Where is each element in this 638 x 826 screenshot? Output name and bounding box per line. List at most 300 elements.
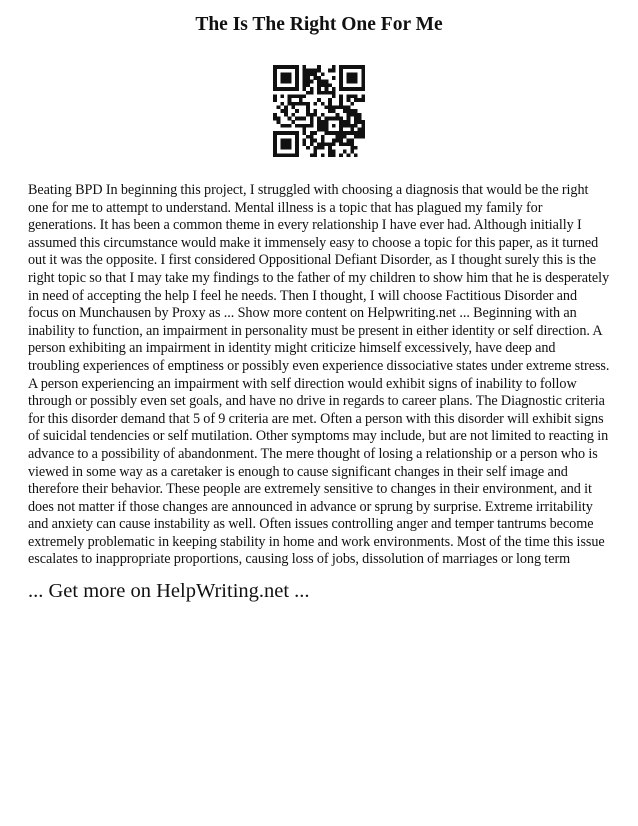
qr-module bbox=[347, 76, 351, 80]
qr-module bbox=[299, 124, 303, 128]
qr-module bbox=[361, 72, 365, 76]
qr-module bbox=[358, 113, 362, 117]
qr-module bbox=[339, 139, 343, 143]
qr-module bbox=[350, 139, 354, 143]
qr-module bbox=[317, 124, 321, 128]
qr-module bbox=[325, 117, 329, 121]
qr-module bbox=[321, 113, 325, 117]
qr-module bbox=[284, 80, 288, 84]
qr-module bbox=[288, 80, 292, 84]
qr-module bbox=[273, 135, 277, 139]
qr-module bbox=[325, 80, 329, 84]
qr-module bbox=[332, 69, 336, 73]
qr-module bbox=[280, 153, 284, 157]
qr-module bbox=[339, 69, 343, 73]
qr-module bbox=[288, 124, 292, 128]
qr-module bbox=[321, 153, 325, 157]
qr-module bbox=[350, 109, 354, 113]
qr-module bbox=[306, 83, 310, 87]
qr-module bbox=[291, 131, 295, 135]
qr-module bbox=[332, 117, 336, 121]
qr-module bbox=[336, 117, 340, 121]
qr-module bbox=[347, 98, 351, 102]
qr-module bbox=[332, 94, 336, 98]
qr-module bbox=[328, 98, 332, 102]
qr-module bbox=[339, 87, 343, 91]
qr-module bbox=[295, 153, 299, 157]
qr-module bbox=[288, 72, 292, 76]
qr-module bbox=[332, 91, 336, 95]
qr-module bbox=[310, 135, 314, 139]
qr-module bbox=[361, 69, 365, 73]
qr-module bbox=[288, 117, 292, 121]
qr-module bbox=[284, 76, 288, 80]
qr-module bbox=[350, 113, 354, 117]
qr-module bbox=[280, 146, 284, 150]
qr-module bbox=[310, 120, 314, 124]
qr-module bbox=[302, 69, 306, 73]
qr-module bbox=[310, 69, 314, 73]
qr-module bbox=[354, 76, 358, 80]
qr-module bbox=[321, 83, 325, 87]
qr-module bbox=[361, 128, 365, 132]
qr-module bbox=[339, 105, 343, 109]
qr-module bbox=[354, 153, 358, 157]
qr-module bbox=[325, 83, 329, 87]
qr-module bbox=[295, 117, 299, 121]
qr-module bbox=[361, 87, 365, 91]
qr-module bbox=[361, 98, 365, 102]
qr-module bbox=[280, 72, 284, 76]
qr-module bbox=[273, 117, 277, 121]
qr-module bbox=[328, 105, 332, 109]
qr-module bbox=[350, 142, 354, 146]
qr-module bbox=[284, 153, 288, 157]
qr-module bbox=[354, 87, 358, 91]
qr-module bbox=[321, 91, 325, 95]
qr-module bbox=[321, 128, 325, 132]
qr-module bbox=[350, 131, 354, 135]
qr-module bbox=[291, 105, 295, 109]
qr-module bbox=[284, 105, 288, 109]
qr-module bbox=[354, 72, 358, 76]
qr-module bbox=[336, 139, 340, 143]
qr-module bbox=[339, 124, 343, 128]
qr-module bbox=[317, 65, 321, 69]
qr-module bbox=[347, 105, 351, 109]
qr-module bbox=[332, 150, 336, 154]
qr-module bbox=[325, 128, 329, 132]
qr-module bbox=[332, 131, 336, 135]
qr-module bbox=[291, 65, 295, 69]
qr-module bbox=[354, 109, 358, 113]
qr-module bbox=[280, 65, 284, 69]
qr-module bbox=[354, 80, 358, 84]
qr-module bbox=[339, 76, 343, 80]
qr-module bbox=[332, 142, 336, 146]
qr-module bbox=[339, 102, 343, 106]
get-more-link[interactable]: ... Get more on HelpWriting.net ... bbox=[28, 580, 310, 602]
qr-module bbox=[347, 131, 351, 135]
qr-module bbox=[350, 72, 354, 76]
qr-module bbox=[313, 153, 317, 157]
qr-module bbox=[317, 98, 321, 102]
qr-module bbox=[317, 146, 321, 150]
qr-module bbox=[306, 91, 310, 95]
qr-module bbox=[306, 72, 310, 76]
qr-module bbox=[288, 65, 292, 69]
qr-module bbox=[343, 65, 347, 69]
qr-module bbox=[310, 142, 314, 146]
qr-module bbox=[354, 65, 358, 69]
qr-module bbox=[284, 87, 288, 91]
qr-module bbox=[343, 150, 347, 154]
qr-module bbox=[339, 80, 343, 84]
qr-module bbox=[343, 142, 347, 146]
qr-module bbox=[354, 113, 358, 117]
qr-module bbox=[347, 80, 351, 84]
qr-module bbox=[295, 102, 299, 106]
qr-module bbox=[325, 120, 329, 124]
qr-module bbox=[273, 113, 277, 117]
qr-module bbox=[295, 80, 299, 84]
qr-module bbox=[336, 105, 340, 109]
qr-module bbox=[295, 142, 299, 146]
qr-module bbox=[277, 105, 281, 109]
qr-module bbox=[347, 87, 351, 91]
qr-module bbox=[302, 124, 306, 128]
qr-module bbox=[295, 131, 299, 135]
qr-module bbox=[354, 124, 358, 128]
qr-module bbox=[310, 87, 314, 91]
qr-module bbox=[354, 98, 358, 102]
qr-module bbox=[339, 131, 343, 135]
qr-module bbox=[302, 87, 306, 91]
qr-module bbox=[347, 65, 351, 69]
qr-module bbox=[295, 83, 299, 87]
qr-module bbox=[358, 131, 362, 135]
qr-module bbox=[313, 72, 317, 76]
qr-module bbox=[347, 94, 351, 98]
qr-module bbox=[288, 87, 292, 91]
qr-module bbox=[339, 135, 343, 139]
qr-module bbox=[313, 139, 317, 143]
qr-module bbox=[321, 102, 325, 106]
qr-module bbox=[358, 117, 362, 121]
qr-module bbox=[291, 102, 295, 106]
qr-module bbox=[280, 109, 284, 113]
qr-module bbox=[273, 76, 277, 80]
qr-module bbox=[273, 146, 277, 150]
page-title: The Is The Right One For Me bbox=[195, 14, 443, 35]
qr-module bbox=[299, 98, 303, 102]
qr-module bbox=[354, 131, 358, 135]
qr-module bbox=[284, 109, 288, 113]
qr-module bbox=[302, 102, 306, 106]
qr-module bbox=[343, 135, 347, 139]
qr-module bbox=[317, 117, 321, 121]
qr-module bbox=[328, 69, 332, 73]
qr-module bbox=[302, 76, 306, 80]
qr-module bbox=[295, 72, 299, 76]
qr-module bbox=[350, 150, 354, 154]
qr-module bbox=[347, 153, 351, 157]
qr-module bbox=[310, 131, 314, 135]
qr-module bbox=[358, 98, 362, 102]
qr-module bbox=[291, 113, 295, 117]
qr-module bbox=[288, 102, 292, 106]
qr-module bbox=[280, 102, 284, 106]
qr-module bbox=[295, 150, 299, 154]
qr-module bbox=[350, 80, 354, 84]
body-paragraph: Beating BPD In beginning this project, I struggled with choosing a diagnosis that would be the right one for me to attempt to understand. Mental illness is a topic that has plagued my family for generations. It has been a common theme in every relationship I have ever had. Although initially I assumed this circumstance would make it immensely easy to choose a topic for this paper, as it turned out it was the opposite. I first considered Oppositional Defiant Disorder, as I thought surely this is the right topic so that I may take my findings to the father of my children to show him that he is desperately in need of accepting the help I feel he needs. Then I thought, I will choose Factitious Disorder and focus on Munchausen by Proxy as ... Show more content on Helpwriting.net ... Beginning with an inability to function, an impairment in personality must be present in either identity or self direction. A person exhibiting an impairment in identity might criticize himself excessively, have deep and troubling experiences of emptiness or possibly even experience dissociative states under extreme stress. A person experiencing an impairment with self direction would exhibit signs of inability to follow through or possibly even set goals, and have no drive in regards to career plans. The Diagnostic criteria for this disorder demand that 5 of 9 criteria are met. Often a person with this disorder will exhibit signs of suicidal tendencies or self mutilation. Other symptoms may include, but are not limited to reacting in advance to a possibility of abandonment. The mere thought of losing a relationship or a person who is viewed in some way as a caretaker is enough to cause significant changes in their self image and therefore their behavior. These people are extremely sensitive to changes in their environment, and it does not matter if those changes are announced in advance or sprung by surprise. Extreme irritability and anxiety can cause instability as well. Often issues controlling anger and temper tantrums become extremely problematic in keeping stability in home and work environments. Most of the time this issue escalates to inappropriate proportions, causing loss of jobs, dissolution of marriages or long term bbox=[28, 182, 610, 568]
qr-module bbox=[306, 69, 310, 73]
qr-module bbox=[306, 80, 310, 84]
qr-module bbox=[328, 131, 332, 135]
qr-module bbox=[325, 131, 329, 135]
qr-module bbox=[284, 72, 288, 76]
qr-module bbox=[291, 94, 295, 98]
qr-module bbox=[306, 135, 310, 139]
qr-module bbox=[325, 91, 329, 95]
qr-module bbox=[302, 80, 306, 84]
qr-module bbox=[321, 120, 325, 124]
qr-module bbox=[350, 87, 354, 91]
qr-module bbox=[328, 102, 332, 106]
qr-module bbox=[284, 142, 288, 146]
qr-module bbox=[343, 105, 347, 109]
qr-module bbox=[302, 142, 306, 146]
qr-module bbox=[332, 87, 336, 91]
qr-code-icon bbox=[273, 65, 365, 157]
qr-module bbox=[299, 102, 303, 106]
qr-module bbox=[291, 120, 295, 124]
qr-module bbox=[295, 139, 299, 143]
qr-module bbox=[288, 146, 292, 150]
qr-module bbox=[277, 87, 281, 91]
qr-module bbox=[361, 94, 365, 98]
qr-module bbox=[336, 131, 340, 135]
qr-module bbox=[339, 120, 343, 124]
qr-module bbox=[339, 72, 343, 76]
qr-module bbox=[354, 135, 358, 139]
qr-module bbox=[280, 80, 284, 84]
qr-module bbox=[284, 124, 288, 128]
qr-module bbox=[336, 135, 340, 139]
qr-module bbox=[302, 72, 306, 76]
qr-module bbox=[317, 128, 321, 132]
qr-module bbox=[361, 131, 365, 135]
qr-module bbox=[317, 142, 321, 146]
qr-module bbox=[306, 102, 310, 106]
qr-module bbox=[313, 113, 317, 117]
qr-module bbox=[339, 117, 343, 121]
qr-module bbox=[295, 135, 299, 139]
qr-module bbox=[288, 131, 292, 135]
qr-module bbox=[295, 76, 299, 80]
qr-module bbox=[306, 105, 310, 109]
qr-module bbox=[336, 113, 340, 117]
qr-module bbox=[339, 98, 343, 102]
qr-module bbox=[273, 142, 277, 146]
qr-module bbox=[339, 128, 343, 132]
qr-module bbox=[361, 83, 365, 87]
qr-module bbox=[350, 146, 354, 150]
qr-module bbox=[347, 72, 351, 76]
qr-module bbox=[347, 113, 351, 117]
qr-module bbox=[295, 94, 299, 98]
qr-module bbox=[328, 83, 332, 87]
qr-module bbox=[288, 139, 292, 143]
qr-module bbox=[358, 128, 362, 132]
qr-module bbox=[332, 153, 336, 157]
qr-module bbox=[332, 109, 336, 113]
qr-module bbox=[321, 135, 325, 139]
qr-module bbox=[343, 87, 347, 91]
qr-module bbox=[350, 65, 354, 69]
qr-module bbox=[361, 120, 365, 124]
qr-module bbox=[325, 124, 329, 128]
qr-module bbox=[361, 65, 365, 69]
qr-module bbox=[317, 87, 321, 91]
qr-module bbox=[302, 128, 306, 132]
qr-module bbox=[302, 139, 306, 143]
qr-module bbox=[310, 113, 314, 117]
qr-module bbox=[273, 80, 277, 84]
qr-module bbox=[277, 65, 281, 69]
qr-module bbox=[347, 120, 351, 124]
qr-module bbox=[347, 109, 351, 113]
qr-module bbox=[288, 153, 292, 157]
qr-module bbox=[361, 76, 365, 80]
qr-module bbox=[310, 80, 314, 84]
qr-code-graphic bbox=[273, 65, 365, 157]
qr-module bbox=[321, 139, 325, 143]
qr-module bbox=[325, 142, 329, 146]
qr-module bbox=[361, 124, 365, 128]
qr-module bbox=[339, 142, 343, 146]
qr-module bbox=[306, 113, 310, 117]
qr-module bbox=[295, 109, 299, 113]
qr-module bbox=[343, 109, 347, 113]
qr-module bbox=[321, 72, 325, 76]
qr-module bbox=[302, 65, 306, 69]
qr-module bbox=[273, 139, 277, 143]
qr-module bbox=[302, 94, 306, 98]
qr-module bbox=[302, 131, 306, 135]
qr-module bbox=[284, 113, 288, 117]
qr-module bbox=[310, 153, 314, 157]
qr-module bbox=[361, 80, 365, 84]
qr-module bbox=[273, 98, 277, 102]
qr-module bbox=[273, 72, 277, 76]
qr-module bbox=[354, 117, 358, 121]
qr-module bbox=[280, 139, 284, 143]
qr-module bbox=[284, 139, 288, 143]
qr-module bbox=[273, 153, 277, 157]
qr-module bbox=[317, 80, 321, 84]
qr-module bbox=[284, 65, 288, 69]
qr-module bbox=[328, 117, 332, 121]
qr-module bbox=[295, 65, 299, 69]
qr-module bbox=[313, 146, 317, 150]
qr-module bbox=[343, 124, 347, 128]
qr-module bbox=[273, 87, 277, 91]
qr-module bbox=[280, 131, 284, 135]
qr-module bbox=[277, 153, 281, 157]
qr-module bbox=[295, 124, 299, 128]
qr-module bbox=[273, 65, 277, 69]
qr-module bbox=[273, 131, 277, 135]
qr-module bbox=[273, 69, 277, 73]
qr-module bbox=[277, 117, 281, 121]
qr-module bbox=[310, 117, 314, 121]
qr-module bbox=[310, 139, 314, 143]
qr-module bbox=[339, 153, 343, 157]
qr-module bbox=[310, 124, 314, 128]
qr-module bbox=[350, 124, 354, 128]
qr-module bbox=[317, 69, 321, 73]
qr-module bbox=[277, 131, 281, 135]
qr-module bbox=[350, 102, 354, 106]
qr-module bbox=[317, 76, 321, 80]
qr-module bbox=[358, 87, 362, 91]
qr-module bbox=[328, 142, 332, 146]
qr-module bbox=[347, 117, 351, 121]
qr-module bbox=[328, 146, 332, 150]
qr-module bbox=[321, 80, 325, 84]
qr-module bbox=[306, 146, 310, 150]
qr-module bbox=[280, 76, 284, 80]
qr-module bbox=[280, 94, 284, 98]
qr-module bbox=[350, 76, 354, 80]
qr-module bbox=[317, 91, 321, 95]
qr-module bbox=[280, 124, 284, 128]
qr-module bbox=[288, 94, 292, 98]
qr-module bbox=[313, 150, 317, 154]
qr-module bbox=[332, 76, 336, 80]
qr-module bbox=[317, 120, 321, 124]
qr-module bbox=[277, 120, 281, 124]
qr-module bbox=[288, 98, 292, 102]
qr-module bbox=[273, 150, 277, 154]
qr-module bbox=[321, 146, 325, 150]
qr-module bbox=[313, 76, 317, 80]
qr-module bbox=[288, 142, 292, 146]
qr-module bbox=[299, 117, 303, 121]
qr-module bbox=[332, 124, 336, 128]
qr-module bbox=[313, 109, 317, 113]
qr-module bbox=[339, 94, 343, 98]
qr-module bbox=[350, 128, 354, 132]
qr-module bbox=[306, 124, 310, 128]
qr-module bbox=[328, 150, 332, 154]
qr-module bbox=[343, 120, 347, 124]
qr-module bbox=[306, 76, 310, 80]
qr-module bbox=[302, 83, 306, 87]
qr-module bbox=[339, 65, 343, 69]
qr-module bbox=[302, 117, 306, 121]
qr-module bbox=[310, 72, 314, 76]
qr-module bbox=[280, 142, 284, 146]
qr-module bbox=[358, 120, 362, 124]
qr-module bbox=[313, 131, 317, 135]
qr-module bbox=[313, 102, 317, 106]
qr-module bbox=[361, 135, 365, 139]
qr-module bbox=[317, 83, 321, 87]
qr-module bbox=[321, 142, 325, 146]
qr-module bbox=[280, 87, 284, 91]
